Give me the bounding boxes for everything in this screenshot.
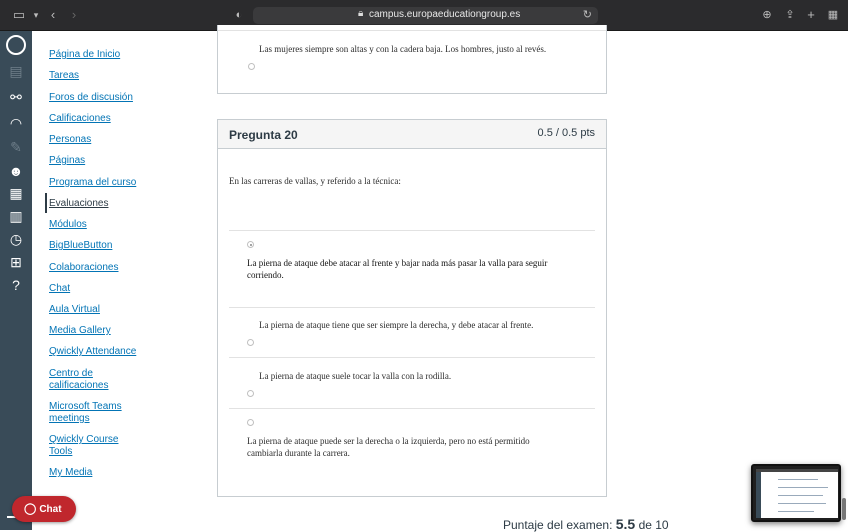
window-thumbnail[interactable] [751,464,841,522]
answer-text: La pierna de ataque suele tocar la valla con la rodilla. [259,371,452,381]
score-label: Puntaje del examen: [503,518,613,532]
groups-icon[interactable]: ☻ [8,163,24,179]
active-indicator [45,193,47,213]
tabs-overview-icon[interactable]: ▦ [827,9,839,21]
course-nav [32,31,182,530]
answer-text: La pierna de ataque puede ser la derecha o la izquierda, pero no está permitido cambiarla durante la carrera. [247,436,530,458]
question-prompt: En las carreras de vallas, y referido a la técnica: [229,176,401,186]
nav-item-bigbluebutton[interactable]: BigBlueButton [49,240,113,251]
answer-radio[interactable] [247,419,254,426]
nav-item-paginas[interactable]: Páginas [49,155,86,166]
answer-divider [229,230,595,231]
thumbnail-toolbar [756,469,838,472]
reload-icon[interactable]: ↻ [582,9,592,21]
chevron-down-icon[interactable]: ▾ [33,10,39,20]
thumbnail-line [778,479,818,480]
answer-radio[interactable] [247,339,254,346]
nav-item-colaboraciones[interactable]: Colaboraciones [49,262,119,273]
chat-button-label: Chat [39,504,62,515]
answer-divider [229,307,595,308]
nav-item-calificaciones[interactable]: Calificaciones [49,113,111,124]
account-icon[interactable]: ▤ [9,63,23,79]
nav-item-programa[interactable]: Programa del curso [49,177,137,188]
nav-item-centro-calificaciones[interactable]: Centro de calificaciones [49,368,109,391]
answer-text: La pierna de ataque debe atacar al frente y bajar nada más pasar la valla para seguir corriendo. [247,258,548,280]
help-icon[interactable]: ? [12,277,20,293]
question-points: 0.5 / 0.5 pts [537,127,595,139]
question-header [218,120,606,149]
nav-item-aula-virtual[interactable]: Aula Virtual [49,304,100,315]
previous-question [217,25,607,94]
page-scrollbar[interactable] [842,498,846,520]
courses-icon[interactable]: ✎ [10,139,22,155]
lock-icon: 🔒︎ [358,8,364,19]
chat-button[interactable] [12,496,76,522]
url-text: campus.europaeducationgroup.es [369,9,521,20]
nav-item-personas[interactable]: Personas [49,134,92,145]
nav-item-pagina-de-inicio[interactable]: Página de Inicio [49,49,121,60]
answer-text: Las mujeres siempre son altas y con la cadera baja. Los hombres, justo al revés. [259,44,547,54]
thumbnail-line [778,495,823,496]
studio-icon[interactable]: ⊞ [10,254,22,270]
answer-text: La pierna de ataque tiene que ser siempre la derecha, y debe atacar al frente. [259,320,534,330]
chat-bubble-icon: ◯ [24,503,37,515]
global-nav [0,31,32,530]
network-icon[interactable]: ⚯ [10,89,22,105]
nav-item-qwickly-attendance[interactable]: Qwickly Attendance [49,346,137,357]
new-tab-icon[interactable]: + [807,7,815,22]
nav-item-qwickly-tools[interactable]: Qwickly Course Tools [49,434,119,457]
nav-item-chat[interactable]: Chat [49,283,71,294]
sidebar-toggle-icon[interactable]: ▭ [12,7,26,22]
address-bar[interactable] [253,7,598,24]
calendar-icon[interactable]: ▦ [9,185,23,201]
thumbnail-line [778,503,826,504]
download-icon[interactable]: ⊕ [762,9,772,21]
answer-divider [218,30,606,31]
score-value: 5.5 [615,516,636,532]
thumbnail-line [778,487,828,488]
shield-icon[interactable]: ◐ [235,9,243,21]
answer-radio[interactable] [247,390,254,397]
back-icon[interactable]: ‹ [50,7,56,22]
share-icon[interactable]: ⇪ [785,9,795,21]
nav-item-tareas[interactable]: Tareas [49,70,80,81]
answer-radio-selected[interactable] [247,241,254,248]
canvas-logo-icon[interactable] [6,35,26,55]
thumbnail-line [778,511,814,512]
forward-icon[interactable]: › [71,7,77,22]
answer-divider [229,408,595,409]
thumbnail-sidebar [756,472,761,518]
question-20 [217,119,607,497]
nav-item-foros[interactable]: Foros de discusión [49,92,133,103]
nav-item-teams-meetings[interactable]: Microsoft Teams meetings [49,401,122,424]
question-title: Pregunta 20 [229,128,298,142]
dashboard-icon[interactable]: ◠ [9,115,23,131]
answer-radio[interactable] [248,63,255,70]
history-icon[interactable]: ◷ [9,231,23,247]
score-total: de 10 [638,518,669,532]
answer-divider [229,357,595,358]
inbox-icon[interactable]: ▥ [9,208,23,224]
nav-item-evaluaciones[interactable]: Evaluaciones [49,198,109,209]
nav-item-modulos[interactable]: Módulos [49,219,87,230]
nav-item-media-gallery[interactable]: Media Gallery [49,325,111,336]
nav-item-my-media[interactable]: My Media [49,467,93,478]
thumbnail-preview [756,469,838,518]
